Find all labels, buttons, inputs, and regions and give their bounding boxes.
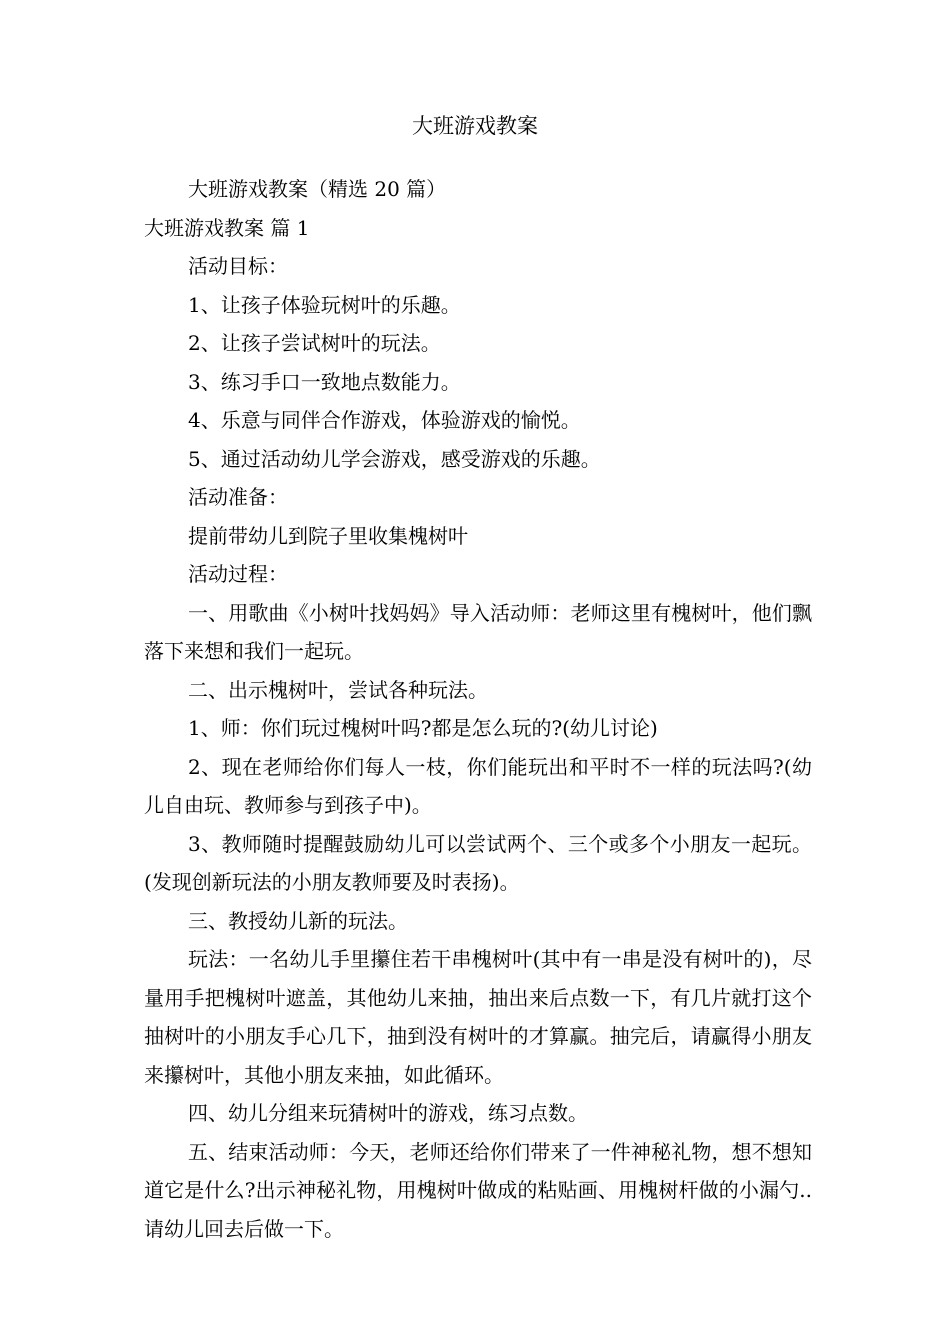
paragraph: 4、乐意与同伴合作游戏，体验游戏的愉悦。 <box>188 408 581 432</box>
paragraph: 2、现在老师给你们每人一枝，你们能玩出和平时不一样的玩法吗?(幼儿自由玩、教师参与到孩子中)。 <box>144 754 812 817</box>
paragraph: 2、让孩子尝试树叶的玩法。 <box>188 331 441 355</box>
paragraph: 1、让孩子体验玩树叶的乐趣。 <box>188 292 461 317</box>
paragraph: 活动过程： <box>188 562 288 586</box>
paragraph: 四、幼儿分组来玩猜树叶的游戏，练习点数。 <box>188 1101 588 1125</box>
paragraph: 1、师：你们玩过槐树叶吗?都是怎么玩的?(幼儿讨论) <box>188 716 658 740</box>
section-heading: 大班游戏教案 篇 1 <box>144 215 310 240</box>
paragraph: 大班游戏教案（精选 20 篇） <box>188 177 447 201</box>
paragraph: 玩法：一名幼儿手里攥住若干串槐树叶(其中有一串是没有树叶的)，尽量用手把槐树叶遮盖，其他幼儿来抽，抽出来后点数一下，有几片就打这个抽树叶的小朋友手心几下，抽到没有树叶的才算赢。抽完后，请赢得小朋友来攥树叶，其他小朋友来抽，如此循环。 <box>144 947 812 1087</box>
paragraph: 3、教师随时提醒鼓励幼儿可以尝试两个、三个或多个小朋友一起玩。(发现创新玩法的小朋友教师要及时表扬)。 <box>144 831 812 894</box>
paragraph: 提前带幼儿到院子里收集槐树叶 <box>188 523 468 548</box>
paragraph: 5、通过活动幼儿学会游戏，感受游戏的乐趣。 <box>188 446 601 471</box>
paragraph: 活动目标： <box>188 254 288 278</box>
paragraph: 一、用歌曲《小树叶找妈妈》导入活动师：老师这里有槐树叶，他们飘落下来想和我们一起玩。 <box>144 600 812 663</box>
paragraph: 3、练习手口一致地点数能力。 <box>188 369 461 394</box>
document-title: 大班游戏教案 <box>412 114 538 138</box>
document-body <box>144 170 812 1248</box>
paragraph: 三、教授幼儿新的玩法。 <box>188 908 408 933</box>
paragraph: 五、结束活动师：今天，老师还给你们带来了一件神秘礼物，想不想知道它是什么?出示神秘礼物，用槐树叶做成的粘贴画、用槐树杆做的小漏勺..请幼儿回去后做一下。 <box>144 1139 812 1241</box>
paragraph: 二、出示槐树叶，尝试各种玩法。 <box>188 677 488 702</box>
paragraph: 活动准备： <box>188 485 288 509</box>
